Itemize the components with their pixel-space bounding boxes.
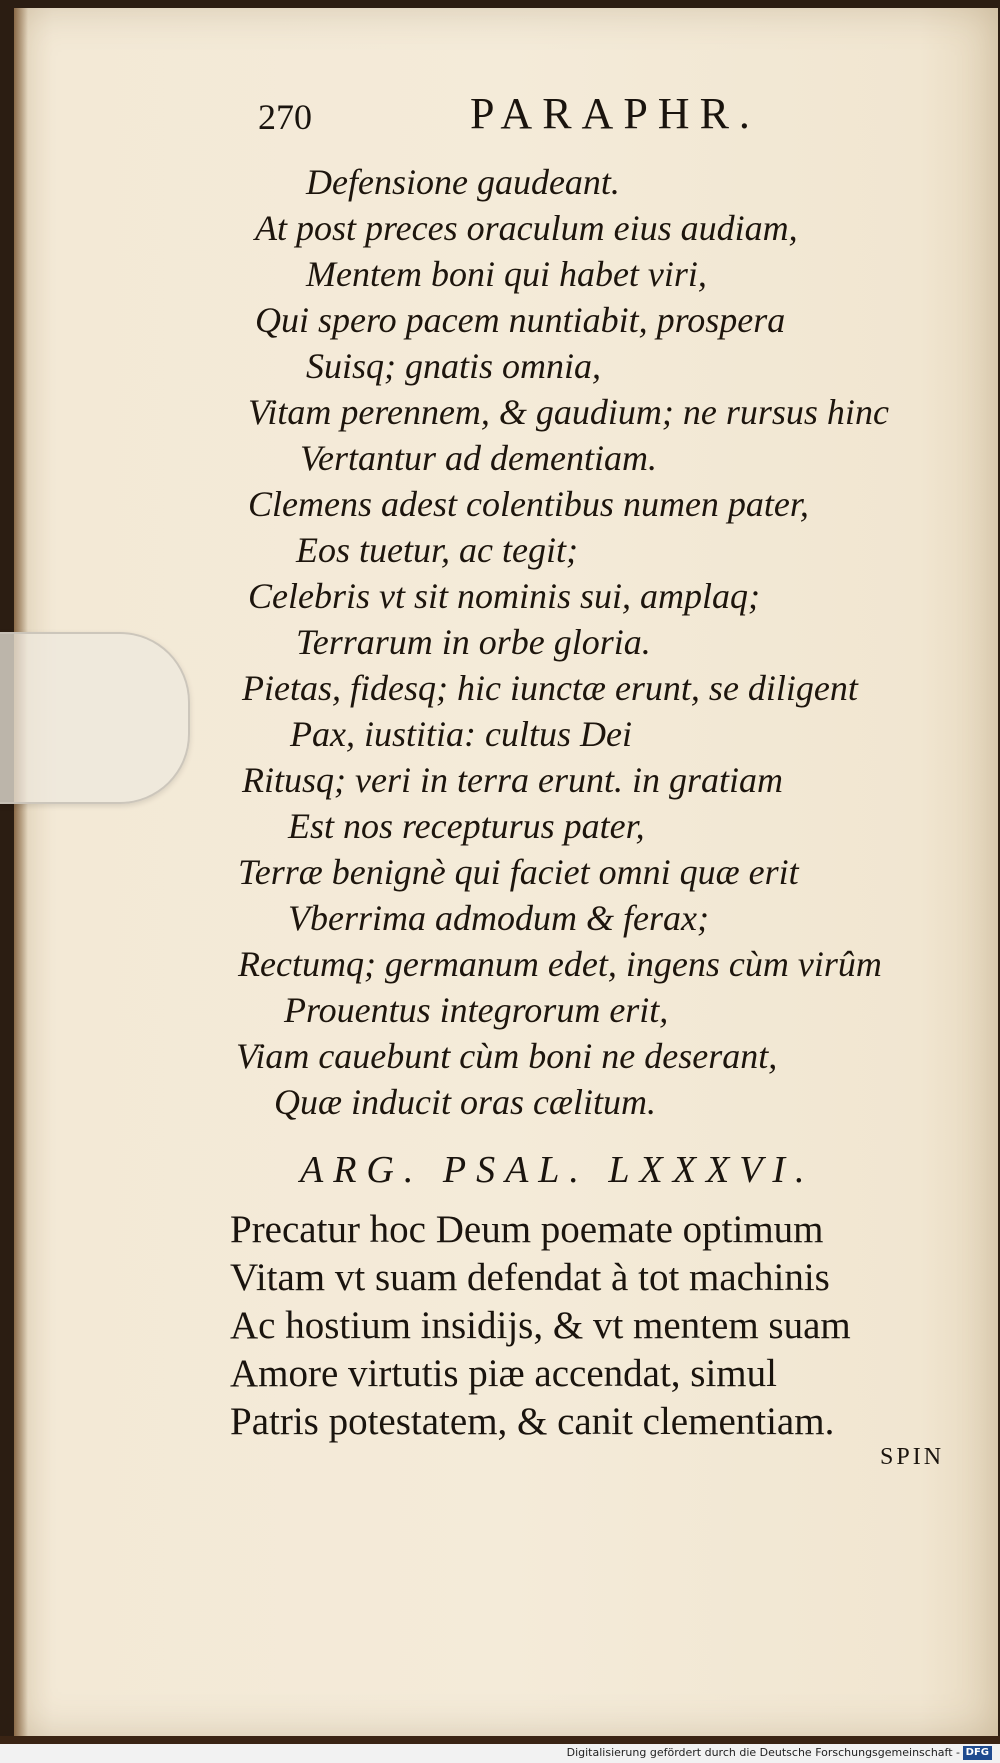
argument-line: Precatur hoc Deum poemate optimum (230, 1208, 824, 1251)
page-tab-marker (0, 632, 190, 804)
verse-line: Terræ benignè qui faciet omni quæ erit (238, 852, 799, 892)
verse-line: Eos tuetur, ac tegit; (296, 530, 578, 570)
verse-line: Prouentus integrorum erit, (284, 990, 669, 1030)
running-title: PARAPHR. (470, 89, 760, 138)
catchword: SPIN (880, 1444, 945, 1470)
verse-line: Qui spero pacem nuntiabit, prospera (255, 300, 786, 340)
verse-line: Pietas, fidesq; hic iunctæ erunt, se diligent (242, 668, 858, 708)
verse-line: Pax, iustitia: cultus Dei (290, 714, 632, 754)
verse-line: Quæ inducit oras cælitum. (274, 1082, 657, 1122)
verse-line: Ritusq; veri in terra erunt. in gratiam (242, 760, 783, 800)
footer-bar (0, 1744, 1000, 1763)
verse-line: Est nos recepturus pater, (288, 806, 645, 846)
footer-credit: Digitalisierung gefördert durch die Deutsche Forschungsgemeinschaft - (566, 1746, 960, 1759)
verse-line: Viam cauebunt cùm boni ne deserant, (236, 1036, 778, 1076)
page-bottom-edge (0, 1736, 1000, 1744)
verse-line: At post preces oraculum eius audiam, (255, 208, 798, 248)
argument-line: Ac hostium insidijs, & vt mentem suam (230, 1304, 851, 1347)
verse-line: Clemens adest colentibus numen pater, (248, 484, 809, 524)
verse-line: Mentem boni qui habet viri, (306, 254, 707, 294)
verse-line: Rectumq; germanum edet, ingens cùm virûm (238, 944, 882, 984)
argument-line: Patris potestatem, & canit clementiam. (230, 1400, 835, 1443)
verse-line: Celebris vt sit nominis sui, amplaq; (248, 576, 760, 616)
page-gutter (14, 8, 28, 1736)
verse-line: Vitam perennem, & gaudium; ne rursus hinc (248, 392, 889, 432)
verse-line: Suisq; gnatis omnia, (306, 346, 602, 386)
verse-line: Vertantur ad dementiam. (300, 438, 657, 478)
argument-line: Amore virtutis piæ accendat, simul (230, 1352, 777, 1395)
verse-line: Terrarum in orbe gloria. (296, 622, 651, 662)
verse-line: Defensione gaudeant. (306, 162, 620, 202)
argument-line: Vitam vt suam defendat à tot machinis (230, 1256, 830, 1299)
verse-line: Vberrima admodum & ferax; (288, 898, 709, 938)
argument-heading: ARG. PSAL. LXXXVI. (300, 1149, 815, 1191)
page-number: 270 (258, 97, 312, 137)
dfg-logo-icon: DFG (963, 1746, 992, 1760)
